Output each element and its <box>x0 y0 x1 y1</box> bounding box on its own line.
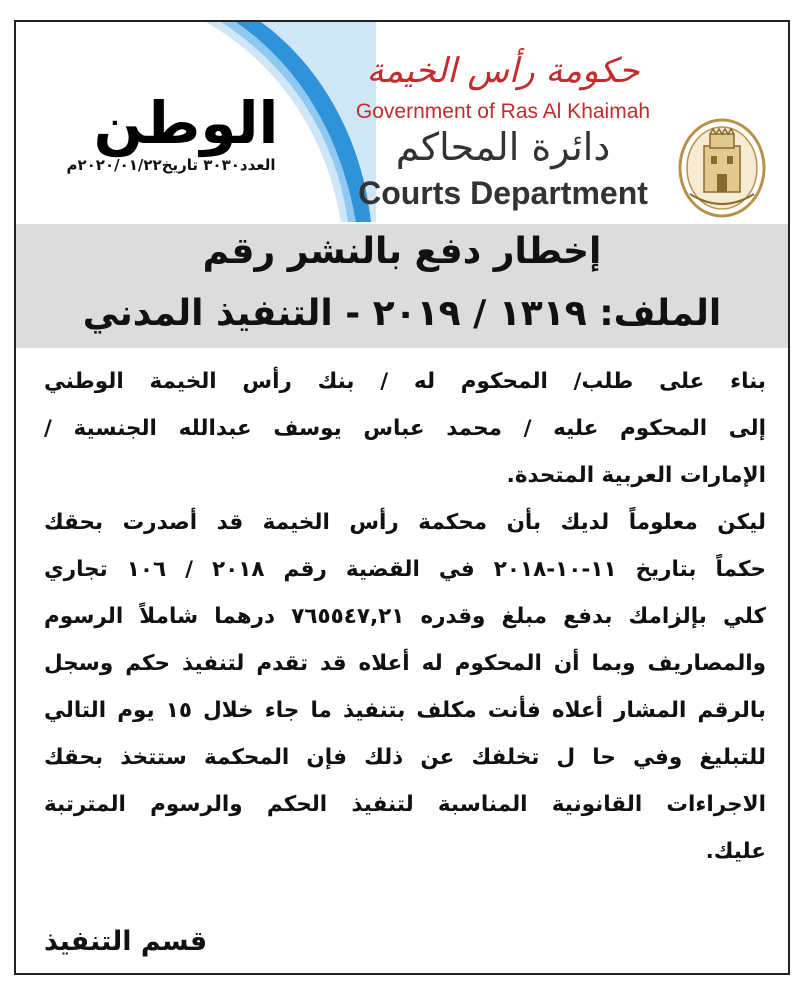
body-line: بالرقم المشار أعلاه فأنت مكلف بتنفيذ ما جاء خلال ١٥ يوم التالي <box>44 698 766 723</box>
government-name-english: Government of Ras Al Khaimah <box>355 100 651 123</box>
body-line: الإمارات العربية المتحدة. <box>506 463 766 488</box>
department-name-english: Courts Department <box>358 175 648 211</box>
case-file-number: الملف: ١٣١٩ / ٢٠١٩ - التنفيذ المدني <box>82 293 722 334</box>
body-line: عليك. <box>705 839 766 864</box>
government-name-arabic: حكومة رأس الخيمة <box>366 51 640 91</box>
notice-frame <box>14 20 790 975</box>
body-line: الاجراءات القانونية المناسبة لتنفيذ الحكم والرسوم المترتبة <box>44 792 766 817</box>
department-name-arabic: دائرة المحاكم <box>395 125 611 169</box>
body-line: والمصاريف وبما أن المحكوم له أعلاه قد تقدم لتنفيذ حكم وسجل <box>44 651 766 676</box>
body-line: للتبليغ وفي حا ل تخلفك عن ذلك فإن المحكمة ستتخذ بحقك <box>44 745 766 770</box>
body-line: ليكن معلوماً لديك بأن محكمة رأس الخيمة قد أصدرت بحقك <box>44 510 766 535</box>
body-line: حكماً بتاريخ ١١-١٠-٢٠١٨ في القضية رقم ٢٠١٨ / ١٠٦ تجاري <box>44 557 766 582</box>
issue-number-date: العدد٣٠٣٠ تاريخ٢٠٢٠/٠١/٢٢م <box>66 156 276 174</box>
body-line: بناء على طلب/ المحكوم له / بنك رأس الخيمة الوطني <box>44 369 766 394</box>
notice-header <box>16 22 788 222</box>
notice-title: إخطار دفع بالنشر رقم <box>202 231 602 272</box>
body-line: كلي بإلزامك بدفع مبلغ وقدره ٧٦٥٥٤٧,٢١ درهما شاملاً الرسوم <box>44 604 766 629</box>
body-line: إلى المحكوم عليه / محمد عباس يوسف عبدالله الجنسية / <box>44 416 766 441</box>
notice-body <box>44 358 766 875</box>
fort-emblem-icon <box>676 116 768 220</box>
newspaper-name: الوطن <box>93 89 279 157</box>
signature-department: قسم التنفيذ <box>44 926 208 957</box>
